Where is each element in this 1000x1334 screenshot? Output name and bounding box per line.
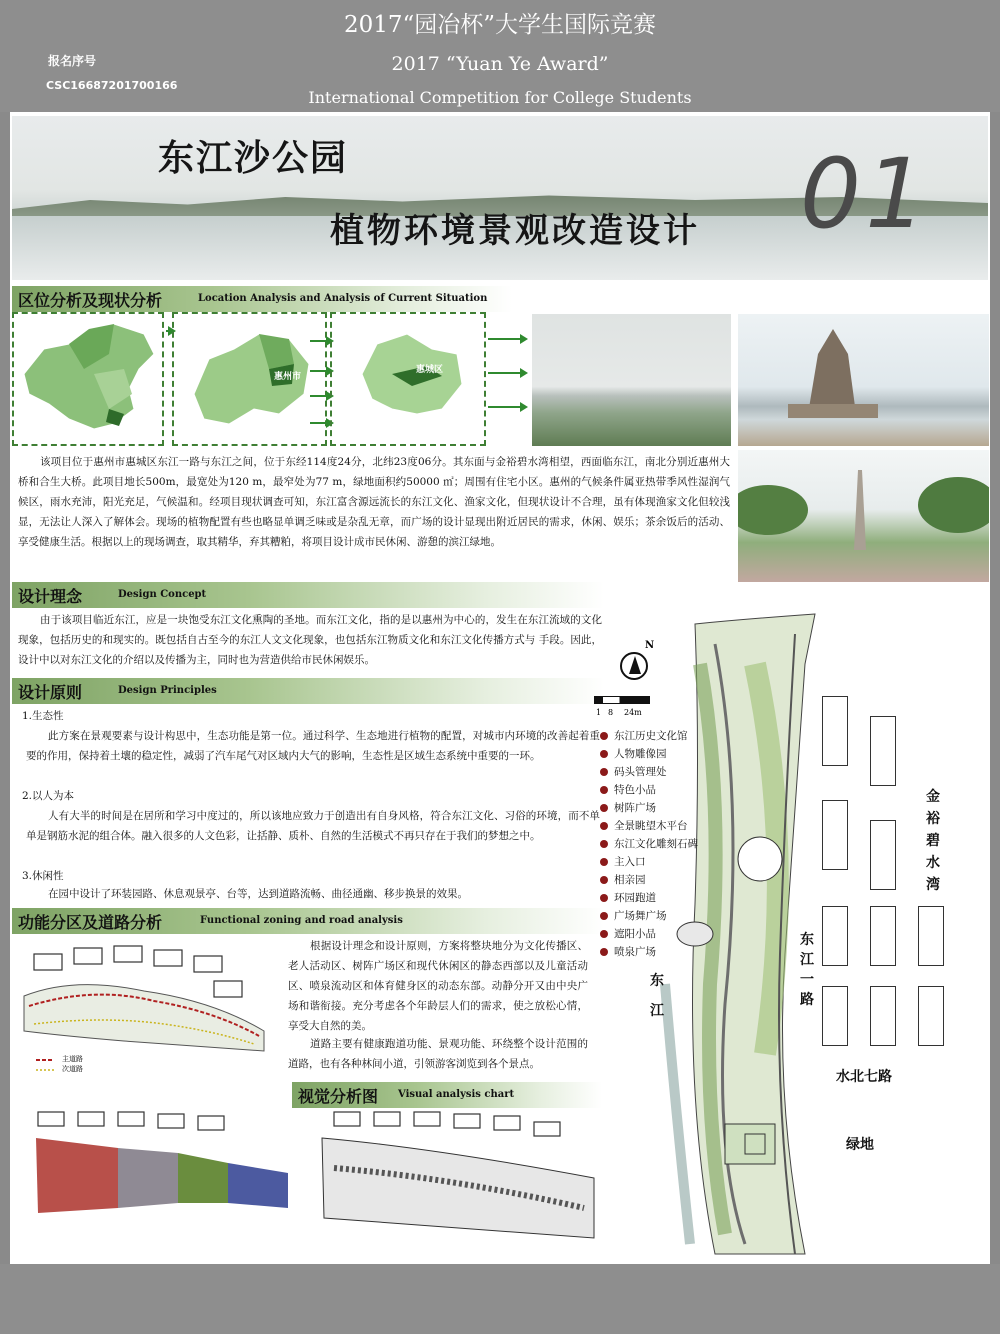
project-title: 植物环境景观改造设计	[330, 211, 700, 251]
scale-label: 24m	[624, 708, 642, 717]
section-title-en: Visual analysis chart	[398, 1089, 515, 1100]
section-title-cn: 设计原则	[18, 683, 83, 702]
building-block	[918, 906, 944, 966]
section-header-visual	[292, 1082, 602, 1108]
building-block	[918, 986, 944, 1046]
legend-item: 人物雕像园	[600, 746, 667, 761]
building-block	[870, 820, 896, 890]
road-analysis-map	[14, 936, 286, 1080]
building-block	[870, 716, 896, 786]
registration-label: 报名序号	[48, 54, 97, 68]
section-header-location	[12, 286, 512, 312]
legend-item: 广场舞广场	[600, 908, 667, 923]
arrow-icon	[310, 395, 332, 397]
legend-item: 树阵广场	[600, 800, 656, 815]
section-title-cn: 视觉分析图	[298, 1087, 379, 1106]
section-title-cn: 功能分区及道路分析	[18, 913, 163, 932]
legend-main-road: 主道路	[62, 1055, 83, 1063]
function-text: 根据设计理念和设计原则，方案将整块地分为文化传播区、老人活动区、树阵广场区和现代休闲区的静态西部以及儿童活动区、喷泉流动区和体育健身区的动态东部。动静分开又由中央广场和谐衔接。充分考虑各个年龄层人们的需求，使之放松心情，享受大自然的美。	[288, 940, 588, 1032]
section-header-function	[12, 908, 604, 934]
guangdong-map	[172, 312, 327, 446]
north-label: N	[645, 640, 655, 651]
competition-title-cn: 2017“园冶杯”大学生国际竞赛	[343, 12, 657, 38]
principle-heading: 1.生态性	[22, 710, 64, 722]
arrow-icon	[310, 370, 332, 372]
competition-subtitle-en: International Competition for College Students	[308, 88, 692, 107]
legend-item: 东江文化雕刻石碑	[600, 836, 698, 851]
map-label-huizhou: 惠州市	[274, 372, 302, 382]
location-text: 该项目位于惠州市惠城区东江一路与东江之间，位于东经114度24分，北纬23度06分。其东面与金裕碧水湾相望，西面临东江，南北分别近惠州大桥和合生大桥。此项目地长500m，最宽处为120 m，最窄处为77 m，绿地面积约50000 ㎡；周围有住宅小区。惠州的气候条件属亚热带季风性湿润气候区，雨水充沛，阳光充足，气候温和。经项目现状调查可知，东江富含源远流长的东江文化、渔家文化，但现状设计不合理，虽有体现渔家文化但较浅显，无法让人深入了解体会。现场的植物配置有些也略显单调乏味或是杂乱无章，而广场的设计显现出附近居民的需求，休闲、娱乐；茶余饭后的活动、享受健康生活。根据以上的现场调查，取其精华，弃其糟粕，将项目设计成市民休闲、游憩的滨江绿地。	[18, 456, 730, 548]
principle-text: 在园中设计了环装园路、休息观景亭、台等，达到道路流畅、曲径通幽、移步换景的效果。	[48, 888, 468, 900]
building-block	[822, 906, 848, 966]
scale-label: 8	[608, 708, 614, 717]
legend-item: 码头管理处	[600, 764, 667, 779]
zoning-map	[28, 1108, 304, 1246]
principle-heading: 2.以人为本	[22, 790, 75, 802]
arrow-icon	[488, 406, 526, 408]
building-block	[822, 696, 848, 766]
site-photo-statue	[738, 314, 989, 446]
label-dongjiang-river: 东江	[650, 973, 664, 1019]
arrow-icon	[310, 422, 332, 424]
legend-item: 环园跑道	[600, 890, 656, 905]
label-greenland: 绿地	[846, 1137, 874, 1153]
legend-item: 喷泉广场	[600, 944, 656, 959]
principle-heading: 3.休闲性	[22, 870, 64, 882]
arrow-icon	[310, 340, 332, 342]
map-label-huicheng: 惠城区	[416, 365, 444, 375]
section-header-principles	[12, 678, 604, 704]
legend-item: 特色小品	[600, 782, 656, 797]
site-photo-river	[532, 314, 731, 446]
road-text: 道路主要有健康跑道功能、景观功能、环绕整个设计范围的道路，也有各种林间小道，引领游客浏览到各个景点。	[288, 1038, 588, 1070]
north-arrow-icon	[620, 652, 648, 680]
scale-bar	[594, 696, 650, 704]
building-block	[870, 906, 896, 966]
concept-text: 由于该项目临近东江，应是一块饱受东江文化熏陶的圣地。而东江文化，指的是以惠州为中心的，发生在东江流域的文化现象，包括历史的和现实的。既包括自古至今的东江人文文化现象，也包括东江物质文化和东江文化传播方式与 手段。因此，设计中以对东江文化的介绍以及传播为主，同时也为营造供给市民休闲娱乐。	[18, 614, 602, 666]
legend-item: 遮阳小品	[600, 926, 656, 941]
section-header-concept	[12, 582, 604, 608]
legend-item: 相亲园	[600, 872, 646, 887]
label-dongjiang-road: 东江一路	[800, 932, 814, 1008]
section-title-cn: 设计理念	[18, 587, 83, 606]
registration-number: CSC16687201700166	[46, 79, 178, 92]
principle-text: 此方案在景观要素与设计构思中，生态功能是第一位。通过科学、生态地进行植物的配置，对城市内环境的改善起着重要的作用，保持着土壤的稳定性，减弱了汽车尾气对区域内大气的影响，生态性是区域生态系统中重要的一环。	[26, 730, 600, 762]
section-title-en: Location Analysis and Analysis of Current Situation	[198, 293, 488, 304]
site-photo-square	[738, 450, 989, 582]
legend-item: 东江历史文化馆	[600, 728, 688, 743]
section-title-en: Design Concept	[118, 589, 207, 600]
building-block	[822, 800, 848, 870]
label-jinyu-bay: 金裕碧水湾	[926, 789, 940, 893]
principle-text: 人有大半的时间是在居所和学习中度过的，所以该地应致力于创造出有自身风格，符合东江文化、习俗的环境，而不单单是钢筋水泥的组合体。融入很多的人文色彩，让括静、质朴、自然的生活模式不再只存在于我们的梦想之中。	[26, 810, 600, 842]
section-title-en: Functional zoning and road analysis	[200, 915, 403, 926]
label-shuibei-road: 水北七路	[836, 1069, 892, 1085]
legend-item: 主入口	[600, 854, 646, 869]
visual-analysis-map	[314, 1108, 604, 1246]
section-title-cn: 区位分析及现状分析	[18, 291, 163, 310]
legend-item: 全景眺望木平台	[600, 818, 688, 833]
footer-bar	[0, 1264, 1000, 1334]
competition-title-en: 2017 “Yuan Ye Award”	[391, 53, 609, 75]
huizhou-map	[330, 312, 486, 446]
building-block	[822, 986, 848, 1046]
building-block	[870, 986, 896, 1046]
arrow-icon	[488, 338, 526, 340]
scale-label: 1	[596, 708, 602, 717]
park-title: 东江沙公园	[158, 137, 349, 179]
section-title-en: Design Principles	[118, 685, 217, 696]
sheet-number: 01	[800, 138, 931, 250]
china-map	[12, 312, 164, 446]
header-bar	[0, 0, 1000, 112]
arrow-icon	[488, 372, 526, 374]
legend-secondary-road: 次道路	[62, 1065, 83, 1073]
